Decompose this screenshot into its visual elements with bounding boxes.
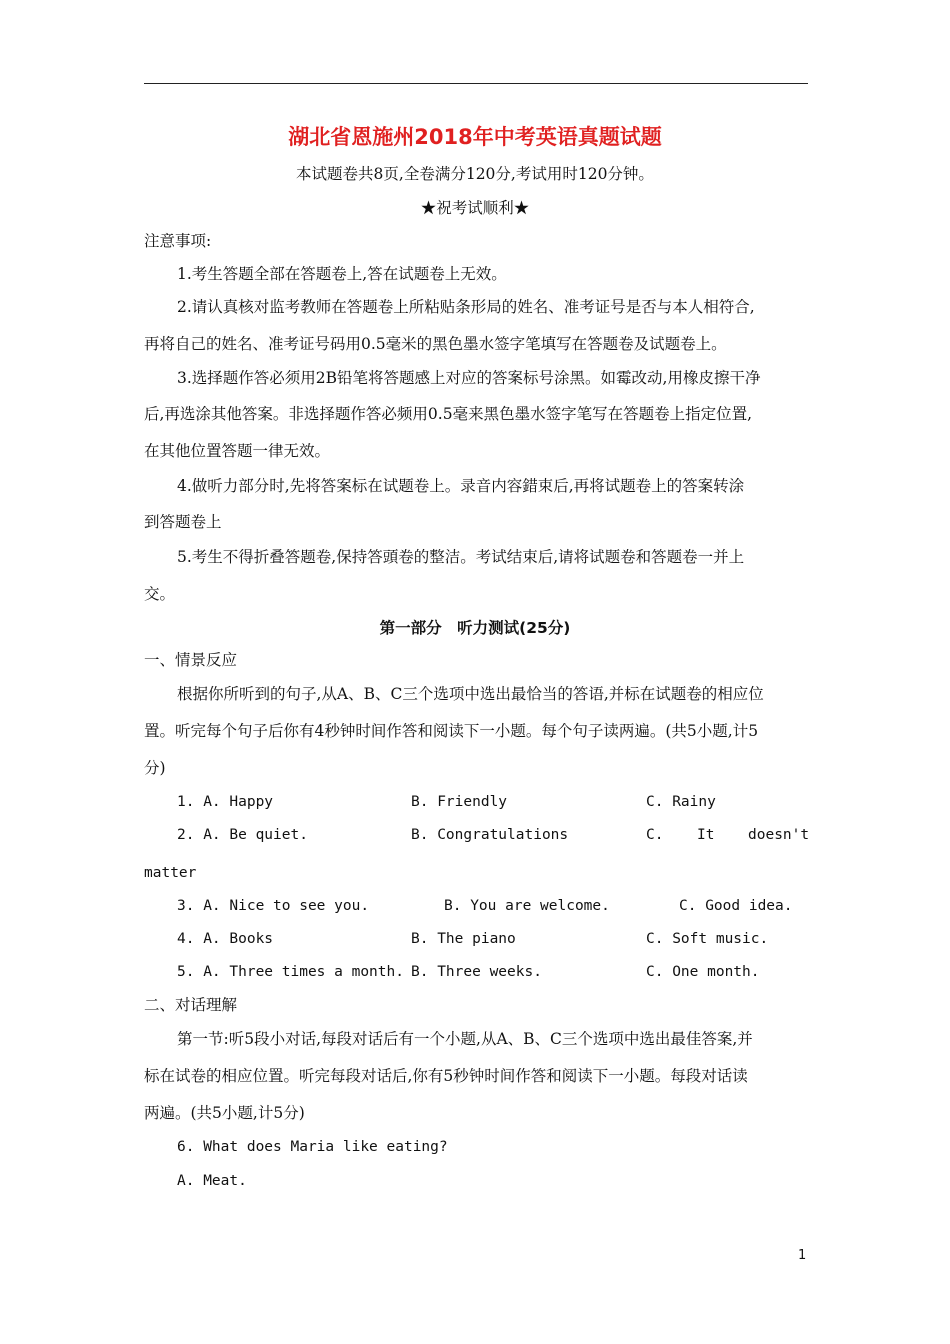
- q1-option-a: 1. A. Happy: [177, 794, 274, 810]
- q5-option-b: B. Three weeks.: [411, 964, 542, 980]
- q6-question: 6. What does Maria like eating?: [177, 1139, 448, 1155]
- q2-option-c-word: doesn't: [748, 827, 810, 843]
- note-line: 到答题卷上: [144, 513, 222, 531]
- notes-heading: 注意事项:: [144, 232, 212, 250]
- q5-option-c: C. One month.: [646, 964, 760, 980]
- q3-option-b: B. You are welcome.: [444, 898, 610, 914]
- q4-option-c: C. Soft music.: [646, 931, 769, 947]
- note-line: 4.做听力部分时,先将答案标在试题卷上。录音内容錯束后,再将试题卷上的答案转涂: [177, 477, 745, 495]
- note-line: 2.请认真核对监考教师在答题卷上所粘贴条形局的姓名、准考证号是否与本人相符合,: [177, 298, 755, 316]
- note-line: 在其他位置答题一律无效。: [144, 442, 331, 460]
- note-line: 1.考生答题全部在答题卷上,答在试题卷上无效。: [177, 265, 507, 283]
- page-number: 1: [798, 1248, 807, 1263]
- q6-option-a: A. Meat.: [177, 1173, 247, 1189]
- section1-heading: 一、情景反应: [144, 651, 238, 669]
- section2-instructions: 第一节:听5段小对话,每段对话后有一个小题,从A、B、C三个选项中选出最佳答案,并: [177, 1030, 753, 1048]
- q2-option-c-word: It: [697, 827, 715, 843]
- page-title: 湖北省恩施州2018年中考英语真题试题: [288, 125, 662, 149]
- q3-option-a: 3. A. Nice to see you.: [177, 898, 370, 914]
- q1-option-c: C. Rainy: [646, 794, 716, 810]
- section1-instructions: 分): [144, 759, 166, 777]
- part1-heading: 第一部分 听力测试(25分): [379, 619, 571, 637]
- note-line: 再将自己的姓名、准考证号码用0.5毫米的黑色墨水签字笔填写在答题卷及试题卷上。: [144, 335, 727, 353]
- q4-option-a: 4. A. Books: [177, 931, 274, 947]
- note-line: 5.考生不得折叠答题卷,保持答頭卷的整洁。考试结束后,请将试题卷和答题卷一并上: [177, 548, 745, 566]
- q4-option-b: B. The piano: [411, 931, 516, 947]
- q2-option-a: 2. A. Be quiet.: [177, 827, 308, 843]
- q2-option-b: B. Congratulations: [411, 827, 569, 843]
- section2-heading: 二、对话理解: [144, 996, 238, 1014]
- section1-instructions: 根据你所听到的句子,从A、B、C三个选项中选出最恰当的答语,并标在试题卷的相应位: [177, 685, 764, 703]
- note-line: 交。: [144, 585, 176, 603]
- note-line: 后,再选涂其他答案。非选择题作答必频用0.5毫来黑色墨水签字笔写在答题卷上指定位置,: [144, 405, 753, 423]
- q1-option-b: B. Friendly: [411, 794, 508, 810]
- good-luck-line: ★祝考试顺利★: [420, 199, 530, 217]
- exam-subtitle: 本试题卷共8页,全卷满分120分,考试用时120分钟。: [296, 165, 654, 183]
- note-line: 3.选择题作答必须用2B铅笔将答题感上对应的答案标号涂黑。如霉改动,用橡皮擦干净: [177, 369, 761, 387]
- header-rule: [144, 83, 808, 84]
- section2-instructions: 两遍。(共5小题,计5分): [144, 1104, 305, 1122]
- q5-option-a: 5. A. Three times a month.: [177, 964, 404, 980]
- section1-instructions: 置。听完每个句子后你有4秒钟时间作答和阅读下一小题。每个句子读两遍。(共5小题,计5: [144, 722, 759, 740]
- section2-instructions: 标在试卷的相应位置。听完每段对话后,你有5秒钟时间作答和阅读下一小题。每段对话读: [144, 1067, 748, 1085]
- q2-option-c-continuation: matter: [144, 865, 197, 881]
- q2-option-c-letter: C.: [646, 827, 664, 843]
- q3-option-c: C. Good idea.: [679, 898, 793, 914]
